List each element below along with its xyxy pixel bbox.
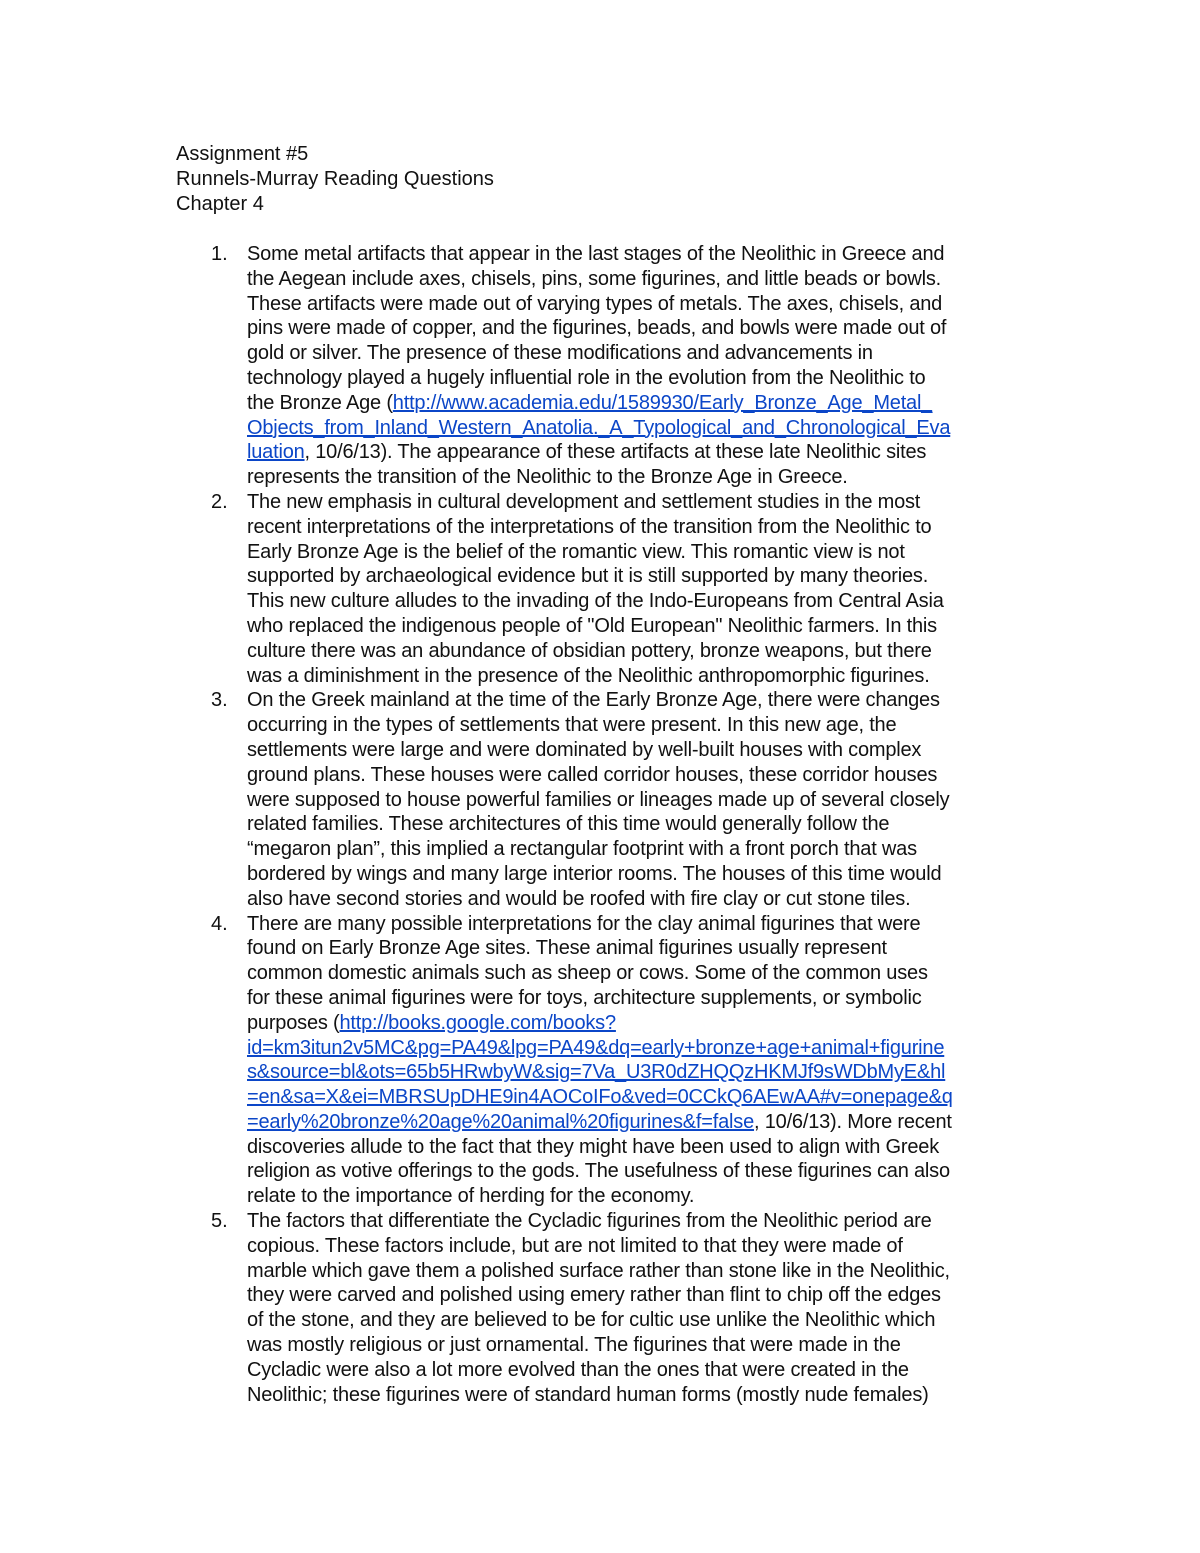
text-line [247, 639, 1030, 664]
list-item [200, 688, 1030, 911]
text-span: pins were made of copper, and the figurines, beads, and bowls were made out of [247, 317, 947, 340]
list-item-number: 3. [211, 689, 228, 712]
text-line [247, 1358, 1030, 1383]
text-line [247, 1209, 1030, 1234]
text-line [247, 986, 1030, 1011]
text-line [247, 763, 1030, 788]
text-line [247, 1011, 1030, 1036]
text-line [247, 837, 1030, 862]
text-line [247, 267, 1030, 292]
hyperlink[interactable]: http://www.academia.edu/1589930/Early_Bronze_Age_Metal_ [392, 391, 933, 414]
list-item-number: 5. [211, 1210, 228, 1233]
text-line [247, 391, 1030, 416]
text-span: Neolithic; these figurines were of standard human forms (mostly nude females) [247, 1383, 929, 1406]
text-span: purposes ( [247, 1011, 340, 1034]
text-span: settlements were large and were dominated by well-built houses with complex [247, 738, 922, 761]
text-line [247, 292, 1030, 317]
text-line [247, 688, 1030, 713]
text-line [247, 1085, 1030, 1110]
text-line [247, 1308, 1030, 1333]
text-span: also have second stories and would be roofed with fire clay or cut stone tiles. [247, 887, 911, 910]
text-line [247, 1184, 1030, 1209]
text-span: the Bronze Age ( [247, 391, 393, 414]
list-item [200, 1209, 1030, 1407]
list-item [200, 912, 1030, 1210]
text-span: copious. These factors include, but are not limited to that they were made of [247, 1234, 903, 1257]
text-span: discoveries allude to the fact that they might have been used to align with Greek [247, 1135, 939, 1158]
document-header [176, 142, 1076, 216]
text-line [247, 316, 1030, 341]
document-title: Runnels-Murray Reading Questions [176, 167, 494, 190]
text-span: “megaron plan”, this implied a rectangular footprint with a front porch that was [247, 838, 917, 861]
text-span: gold or silver. The presence of these modifications and advancements in [247, 342, 873, 365]
text-line [247, 812, 1030, 837]
text-line [247, 1234, 1030, 1259]
text-line [247, 341, 1030, 366]
text-line [247, 713, 1030, 738]
text-span: On the Greek mainland at the time of the Early Bronze Age, there were changes [247, 689, 940, 712]
text-span: who replaced the indigenous people of "Old European" Neolithic farmers. In this [247, 614, 937, 637]
text-line [247, 1283, 1030, 1308]
text-span: relate to the importance of herding for the economy. [247, 1185, 695, 1208]
text-span: were supposed to house powerful families or lineages made up of several closely [247, 788, 950, 811]
assignment-label: Assignment #5 [176, 143, 309, 165]
text-span: The new emphasis in cultural development and settlement studies in the most [247, 490, 921, 513]
text-span: supported by archaeological evidence but it is still supported by many theories. [247, 565, 929, 588]
text-line [247, 788, 1030, 813]
text-line [247, 564, 1030, 589]
text-line [247, 738, 1030, 763]
text-line [247, 614, 1030, 639]
hyperlink[interactable]: id=km3itun2v5MC&pg=PA49&lpg=PA49&dq=early+bronze+age+animal+figurine [247, 1036, 945, 1059]
text-span: culture there was an abundance of obsidian pottery, bronze weapons, but there [247, 639, 932, 662]
text-line [247, 540, 1030, 565]
text-span: occurring in the types of settlements that were present. In this new age, the [247, 714, 897, 737]
text-line [247, 1135, 1030, 1160]
text-line [247, 1060, 1030, 1085]
text-line [247, 366, 1030, 391]
text-line [247, 664, 1030, 689]
text-line [247, 936, 1030, 961]
list-item [200, 242, 1030, 490]
text-span: represents the transition of the Neolithic to the Bronze Age in Greece. [247, 466, 848, 489]
text-span: Cycladic were also a lot more evolved than the ones that were created in the [247, 1358, 909, 1381]
text-line [247, 887, 1030, 912]
text-span: religion as votive offerings to the gods. The usefulness of these figurines can also [247, 1160, 950, 1183]
list-item-number: 1. [211, 243, 228, 265]
text-line [247, 912, 1030, 937]
hyperlink[interactable]: luation [247, 441, 305, 464]
text-line [247, 589, 1030, 614]
text-span: common domestic animals such as sheep or cows. Some of the common uses [247, 962, 928, 985]
text-span: This new culture alludes to the invading of the Indo-Europeans from Central Asia [247, 590, 944, 613]
chapter-label: Chapter 4 [176, 192, 264, 215]
text-span: Some metal artifacts that appear in the last stages of the Neolithic in Greece and [247, 243, 945, 265]
text-span: , 10/6/13). The appearance of these artifacts at these late Neolithic sites [304, 441, 927, 464]
text-span: technology played a hugely influential role in the evolution from the Neolithic to [247, 366, 926, 389]
text-span: was mostly religious or just ornamental. The figurines that were made in the [247, 1334, 901, 1357]
text-span: the Aegean include axes, chisels, pins, some figurines, and little beads or bowls. [247, 267, 942, 290]
text-line [247, 961, 1030, 986]
text-span: of the stone, and they are believed to be for cultic use unlike the Neolithic which [247, 1309, 936, 1332]
text-line [247, 515, 1030, 540]
text-span: Early Bronze Age is the belief of the romantic view. This romantic view is not [247, 540, 905, 563]
text-span: was a diminishment in the presence of the Neolithic anthropomorphic figurines. [247, 664, 930, 687]
text-line [247, 465, 1030, 490]
text-line [247, 1383, 1030, 1408]
list-item [200, 490, 1030, 688]
text-span: There are many possible interpretations for the clay animal figurines that were [247, 912, 921, 935]
text-span: found on Early Bronze Age sites. These animal figurines usually represent [247, 937, 887, 960]
text-span: ground plans. These houses were called corridor houses, these corridor houses [247, 763, 938, 786]
text-span: The factors that differentiate the Cycladic figurines from the Neolithic period are [247, 1210, 932, 1233]
text-span: related families. These architectures of this time would generally follow the [247, 813, 890, 836]
text-line [247, 1333, 1030, 1358]
text-line [247, 1110, 1030, 1135]
text-span: for these animal figurines were for toys, architecture supplements, or symbolic [247, 986, 922, 1009]
hyperlink[interactable]: =en&sa=X&ei=MBRSUpDHE9in4AOCoIFo&ved=0CCkQ6AEwAA#v=onepage&q [247, 1086, 953, 1109]
hyperlink[interactable]: =early%20bronze%20age%20animal%20figurines&f=false [247, 1110, 755, 1133]
list-item-number: 2. [211, 490, 228, 513]
text-span: bordered by wings and many large interior rooms. The houses of this time would [247, 862, 942, 885]
text-span: , 10/6/13). More recent [754, 1110, 952, 1133]
text-line [247, 1259, 1030, 1284]
hyperlink[interactable]: http://books.google.com/books? [339, 1011, 616, 1034]
text-line [247, 1159, 1030, 1184]
hyperlink[interactable]: Objects_from_Inland_Western_Anatolia._A_Typological_and_Chronological_Eva [247, 416, 951, 439]
text-line [247, 242, 1030, 267]
text-line [247, 1036, 1030, 1061]
text-span: they were carved and polished using emery rather than flint to chip off the edges [247, 1284, 941, 1307]
text-line [247, 490, 1030, 515]
text-span: marble which gave them a polished surface rather than stone like in the Neolithic, [247, 1259, 950, 1282]
list-item-number: 4. [211, 912, 228, 935]
hyperlink[interactable]: s&source=bl&ots=65b5HRwbyW&sig=7Va_U3R0dZHQQzHKMJf9sWDbMyE&hl [247, 1061, 946, 1084]
text-line [247, 862, 1030, 887]
text-line [247, 416, 1030, 441]
text-span: recent interpretations of the interpretations of the transition from the Neolithic to [247, 515, 932, 538]
text-line [247, 440, 1030, 465]
answer-list [200, 242, 1030, 1407]
text-span: These artifacts were made out of varying types of metals. The axes, chisels, and [247, 292, 943, 315]
